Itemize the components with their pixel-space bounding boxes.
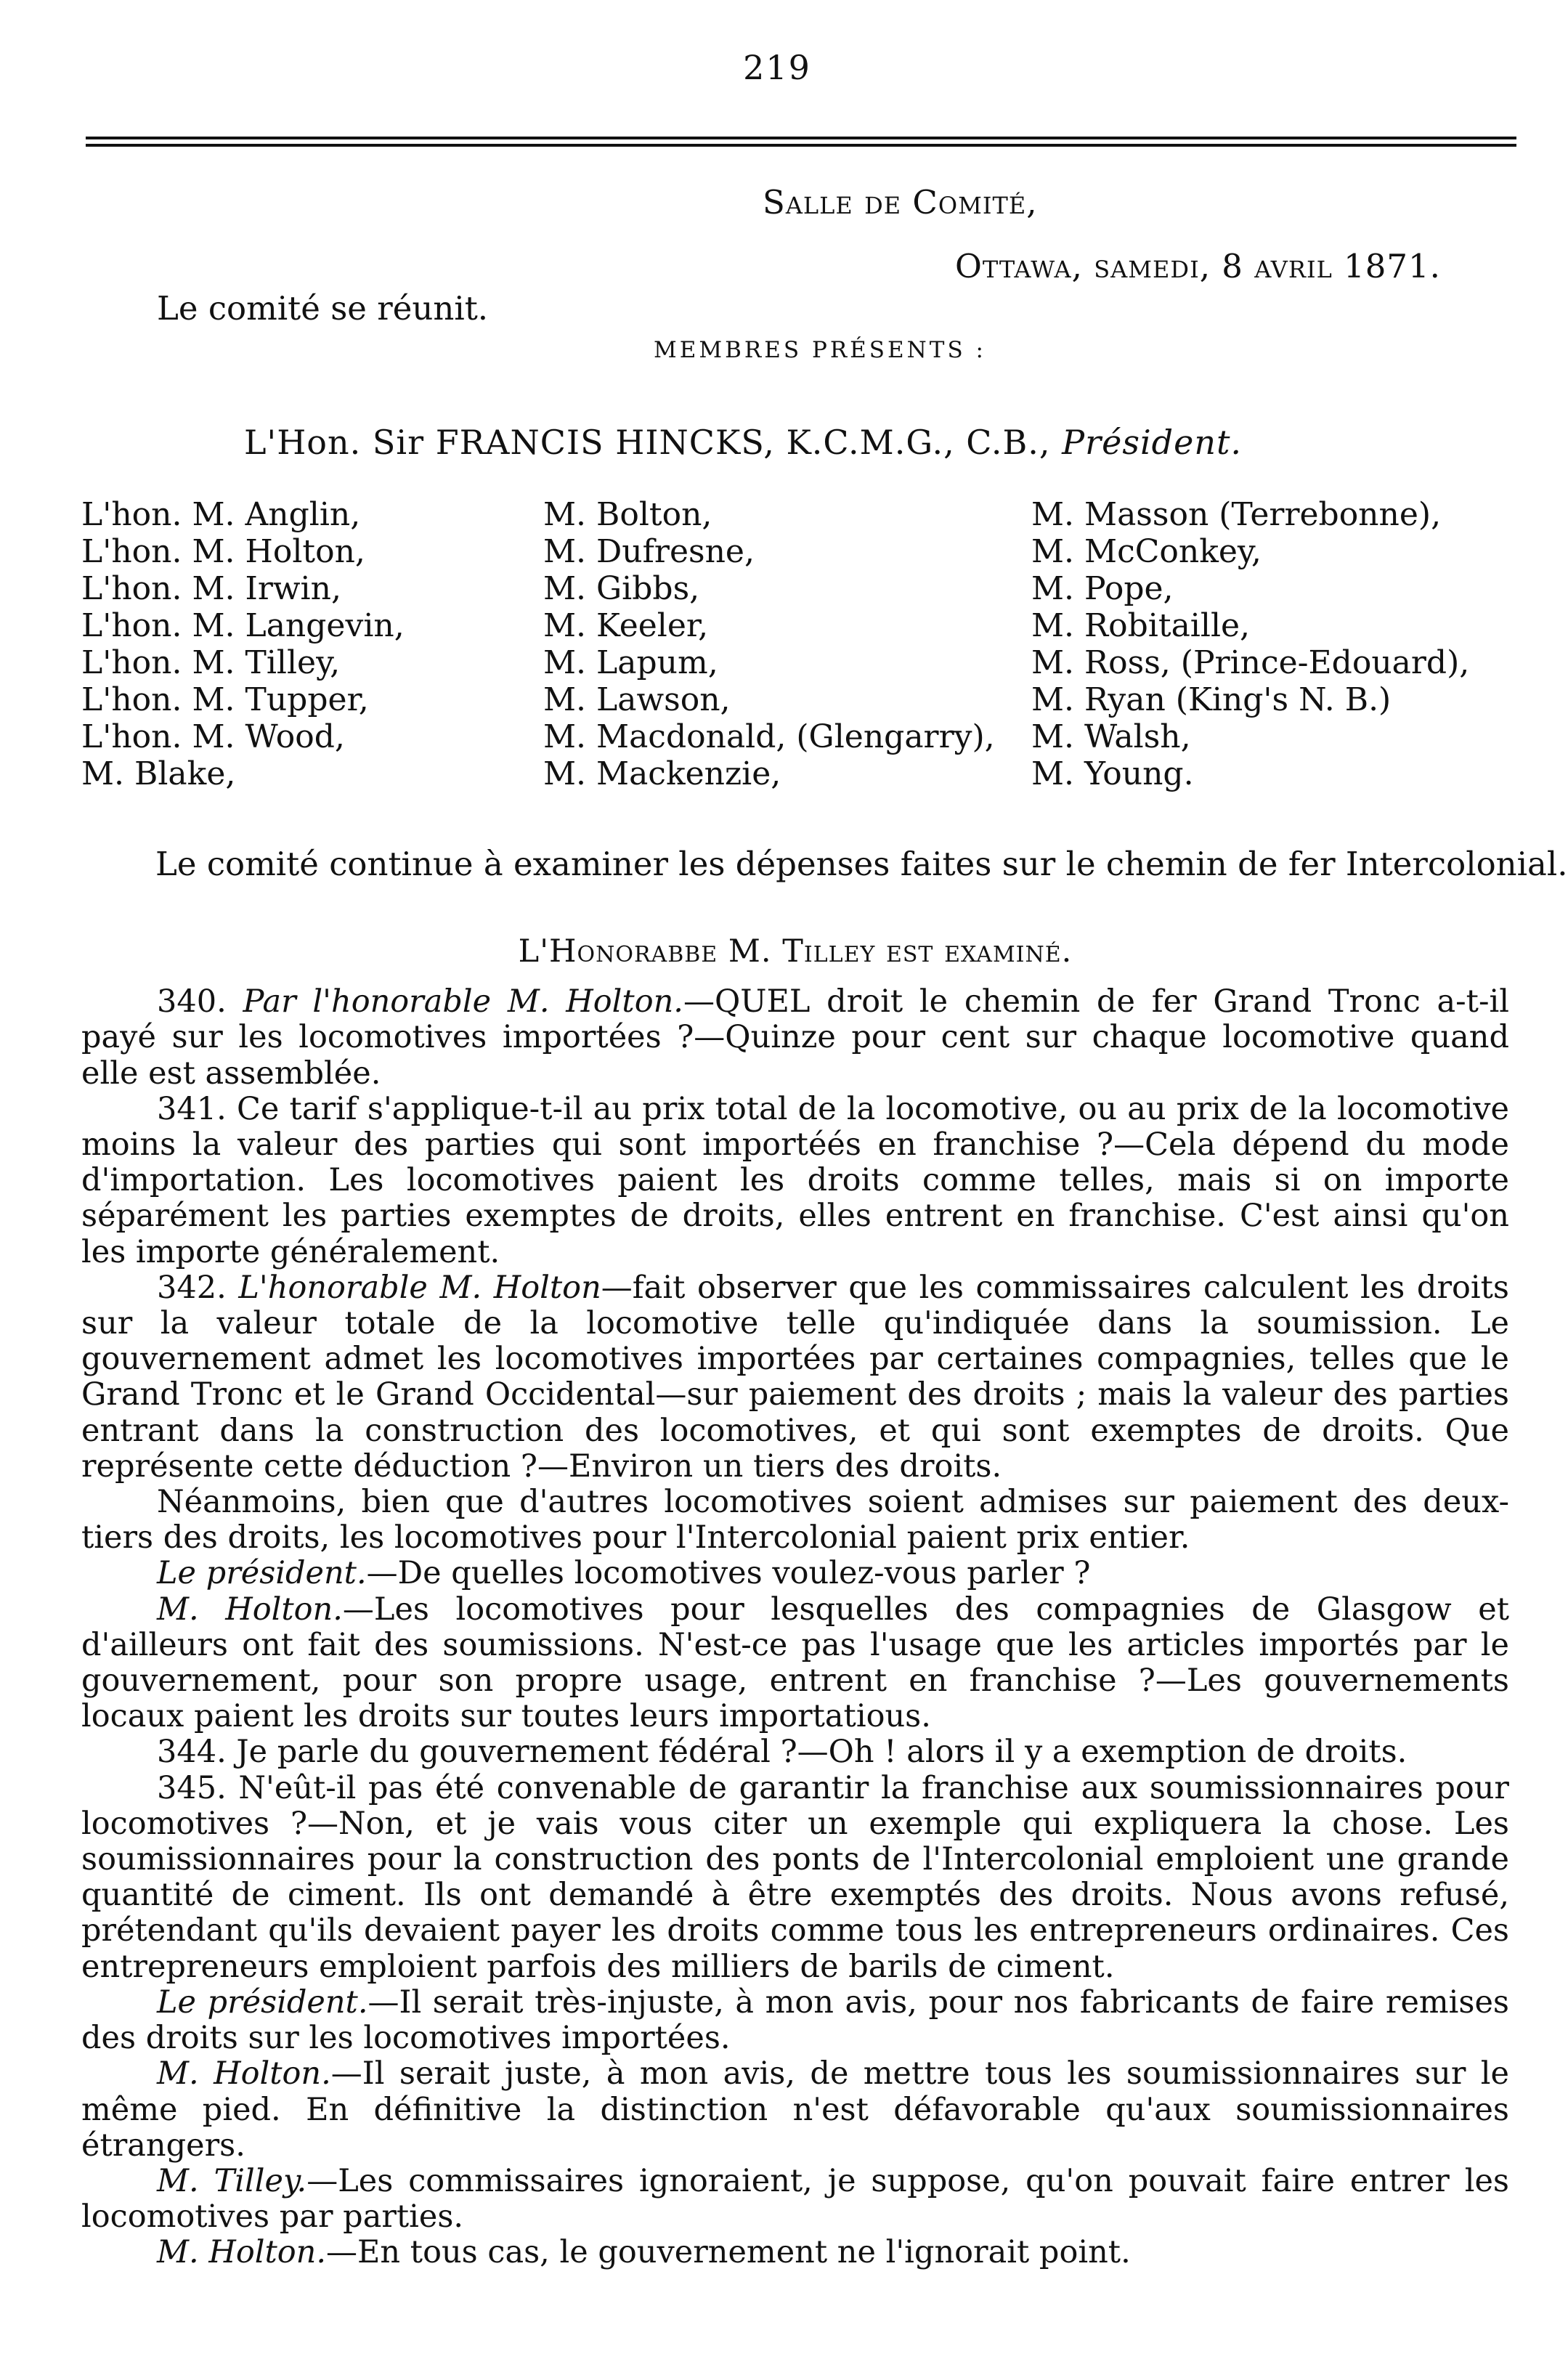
paragraph-342: 342. L'honorable M. Holton—fait observer que les commissaires calculent les droits sur la valeur totale de la locomotive telle qu'indiquée dans la soumission. Le gouvernement admet les locomotives importées par certaines compagnies, telles que le Grand Tronc et le Grand Occidental—sur paiement des droits ; mais la valeur des parties entrant dans la construction des locomotives, et qui sont exemptes de droits. Que représente cette déduction ?—Environ un tiers des droits. [81, 1269, 1509, 1485]
member: M. Ross, (Prince-Edouard), [1031, 644, 1470, 681]
committee-meets: Le comité se réunit. [157, 289, 489, 328]
speaker-label: M. Holton. [157, 2055, 331, 2092]
member: M. Pope, [1031, 570, 1174, 607]
paragraph-344: 344. Je parle du gouvernement fédéral ?—Oh ! alors il y a exemption de droits. [157, 1734, 1407, 1771]
header-rule-top [86, 137, 1516, 139]
paragraph-tilley: M. Tilley.—Les commissaires ignoraient, je suppose, qu'on pouvait faire entrer les locomotives par parties. [81, 2162, 1509, 2236]
paragraph-holton-2: M. Holton.—Il serait juste, à mon avis, de mettre tous les soumissionnaires sur le même pied. En définitive la distinction n'est défavorable qu'aux soumissionnaires étrangers. [81, 2055, 1509, 2164]
speaker-label: Le président. [157, 1984, 368, 2021]
paragraph-holton-1: M. Holton.—Les locomotives pour lesquelles des compagnies de Glasgow et d'ailleurs ont fait des soumissions. N'est-ce pas l'usage que les articles importés par le gouvernement, pour son propre usage, entrent en franchise ?—Les gouvernements locaux paient les droits sur toutes leurs importatious. [81, 1591, 1509, 1735]
session-location: Salle de Comité, [763, 183, 1038, 222]
speaker-label: M. Holton. [157, 1591, 343, 1628]
speaker-label: Par l'honorable M. Holton. [243, 983, 683, 1020]
member: L'hon. M. Irwin, [81, 570, 341, 607]
member: L'hon. M. Langevin, [81, 607, 405, 644]
member: L'hon. M. Tilley, [81, 644, 341, 681]
members-column-3 [1031, 496, 1469, 792]
member: L'hon. M. Tupper, [81, 681, 369, 718]
president-name: L'Hon. Sir FRANCIS HINCKS, K.C.M.G., C.B., [244, 423, 1051, 462]
witness-line: L'Honorabbe M. Tilley est examiné. [518, 933, 1073, 970]
members-column-1 [81, 496, 405, 792]
paragraph-340: 340. Par l'honorable M. Holton.—QUEL droit le chemin de fer Grand Tronc a-t-il payé sur les locomotives importées ?—Quinze pour cent sur chaque locomotive quand elle est assemblée. [81, 983, 1509, 1092]
speaker-label: Le président. [157, 1555, 367, 1592]
members-heading: MEMBRES PRÉSENTS : [654, 337, 986, 363]
member: M. Keeler, [543, 607, 709, 644]
member: L'hon. M. Holton, [81, 533, 365, 570]
testimony-body [81, 922, 1509, 2271]
member: M. Dufresne, [543, 533, 755, 570]
member: M. McConkey, [1031, 533, 1262, 570]
paragraph-president-2: Le président.—Il serait très-injuste, à mon avis, pour nos fabricants de faire remises des droits sur les locomotives importées. [81, 1984, 1509, 2057]
page-number: 219 [743, 48, 811, 87]
member: L'hon. M. Anglin, [81, 496, 361, 533]
paragraph-341: 341. Ce tarif s'applique-t-il au prix total de la locomotive, ou au prix de la locomotive moins la valeur des parties qui sont importéés en franchise ?—Cela dépend du mode d'importation. Les locomotives paient les droits comme telles, mais si on importe séparément les parties exemptes de droits, elles entrent en franchise. C'est ainsi qu'on les importe généralement. [81, 1090, 1509, 1270]
member: M. Masson (Terrebonne), [1031, 496, 1442, 533]
session-date: Ottawa, samedi, 8 avril 1871. [955, 247, 1441, 285]
president-title: Président. [1062, 423, 1243, 462]
members-column-2 [543, 496, 995, 792]
committee-continues: Le comité continue à examiner les dépenses faites sur le chemin de fer Intercolonial. [155, 845, 1568, 883]
member: M. Young. [1031, 755, 1194, 792]
speaker-label: M. Holton. [157, 2234, 327, 2271]
speaker-label: M. Tilley. [157, 2162, 307, 2199]
paragraph-holton-3: M. Holton.—En tous cas, le gouvernement ne l'ignorait point. [157, 2234, 1131, 2271]
member: M. Macdonald, (Glengarry), [543, 718, 995, 755]
paragraph-president-1: Le président.—De quelles locomotives voulez-vous parler ? [157, 1555, 1091, 1592]
member: M. Bolton, [543, 496, 712, 533]
speaker-label: L'honorable M. Holton [238, 1269, 601, 1306]
member: M. Lawson, [543, 681, 731, 718]
member: M. Mackenzie, [543, 755, 781, 792]
header-rule-bottom [86, 144, 1516, 147]
member: M. Lapum, [543, 644, 718, 681]
member: M. Ryan (King's N. B.) [1031, 681, 1392, 718]
member: L'hon. M. Wood, [81, 718, 345, 755]
member: M. Walsh, [1031, 718, 1191, 755]
paragraph-345: 345. N'eût-il pas été convenable de garantir la franchise aux soumissionnaires pour locomotives ?—Non, et je vais vous citer un exemple qui expliquera la chose. Les soumissionnaires pour la construction des ponts de l'Intercolonial emploient une grande quantité de ciment. Ils ont demandé à être exemptés des droits. Nous avons refusé, prétendant qu'ils devaient payer les droits comme tous les entrepreneurs ordinaires. Ces entrepreneurs emploient parfois des milliers de barils de ciment. [81, 1769, 1509, 1985]
member: M. Blake, [81, 755, 236, 792]
president-line [244, 423, 1242, 462]
member: M. Robitaille, [1031, 607, 1251, 644]
member: M. Gibbs, [543, 570, 700, 607]
paragraph-neanmoins: Néanmoins, bien que d'autres locomotives soient admises sur paiement des deux-tiers des droits, les locomotives pour l'Intercolonial paient prix entier. [81, 1484, 1509, 1556]
